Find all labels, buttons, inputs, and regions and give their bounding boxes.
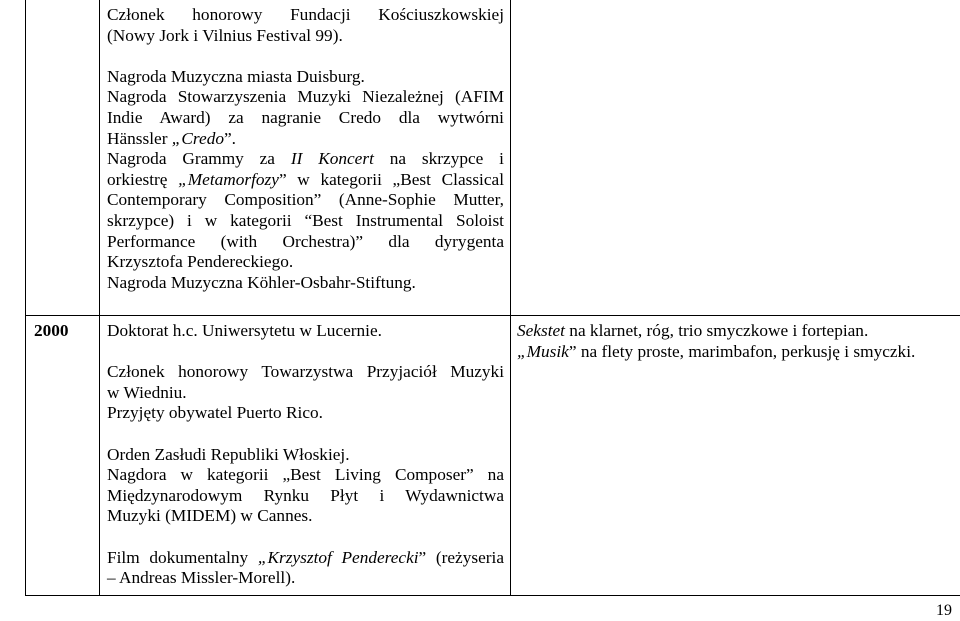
text-line: Doktorat h.c. Uniwersytetu w Lucernie. bbox=[107, 321, 382, 340]
text-line: Film dokumentalny „Krzysztof Penderecki” (reżyseria bbox=[107, 547, 504, 567]
row2-achievements-cell bbox=[107, 321, 504, 589]
text-line: Performance (with Orchestra)” dla dyrygenta bbox=[107, 231, 504, 251]
text-line: Nagroda Muzyczna Köhler-Osbahr-Stiftung. bbox=[107, 272, 416, 292]
text-line: Nagroda Stowarzyszenia Muzyki Niezależnej (AFIM bbox=[107, 87, 504, 107]
text-line: orkiestrę „Metamorfozy” w kategorii „Best Classical bbox=[107, 169, 505, 189]
text-line: (Nowy Jork i Vilnius Festival 99). bbox=[107, 25, 343, 45]
text-line: Członek honorowy Towarzystwa Przyjaciół Muzyki bbox=[107, 362, 504, 382]
text-line: „Musik” na flety proste, marimbafon, perkusję i smyczki. bbox=[517, 341, 916, 361]
page-number: 19 bbox=[936, 602, 952, 619]
year-label: 2000 bbox=[34, 321, 69, 340]
work-title: „Credo bbox=[171, 128, 224, 148]
text-line: Przyjęty obywatel Puerto Rico. bbox=[107, 403, 323, 423]
work-title: „Krzysztof Penderecki bbox=[257, 547, 419, 567]
row2-works-cell bbox=[517, 321, 957, 362]
column-divider bbox=[99, 0, 100, 595]
text-line: w Wiedniu. bbox=[107, 382, 187, 402]
text-line: Nagroda Grammy za II Koncert na skrzypce i bbox=[107, 149, 504, 169]
text-line: Sekstet na klarnet, róg, trio smyczkowe i fortepian. bbox=[517, 321, 869, 340]
work-title: „Musik bbox=[517, 341, 569, 361]
text-line: Hänssler „Credo”. bbox=[107, 128, 236, 148]
text-line: Nagroda Muzyczna miasta Duisburg. bbox=[107, 66, 365, 86]
row-divider bbox=[26, 315, 960, 316]
text-line: Contemporary Composition” (Anne-Sophie Mutter, bbox=[107, 190, 504, 210]
text-line: Międzynarodowym Rynku Płyt i Wydawnictwa bbox=[107, 485, 504, 505]
work-title: Sekstet bbox=[517, 321, 565, 340]
text-line: Krzysztofa Pendereckiego. bbox=[107, 252, 294, 272]
text-line: Muzyki (MIDEM) w Cannes. bbox=[107, 506, 313, 526]
text-line: – Andreas Missler-Morell). bbox=[107, 568, 296, 588]
column-divider bbox=[510, 0, 511, 595]
text-line: Indie Award) za nagranie Credo dla wytwórni bbox=[107, 107, 504, 127]
text-line: Członek honorowy Fundacji Kościuszkowskiej bbox=[107, 5, 504, 24]
text-line: skrzypce) i w kategorii “Best Instrumental Soloist bbox=[107, 210, 504, 230]
text-line: Orden Zasłudi Republiki Włoskiej. bbox=[107, 444, 350, 464]
text-line: Nagdora w kategorii „Best Living Composer” na bbox=[107, 465, 504, 485]
work-title: II Koncert bbox=[290, 149, 374, 169]
row1-achievements-cell bbox=[107, 5, 504, 293]
awards-table bbox=[25, 0, 960, 596]
work-title: „Metamorfozy bbox=[178, 169, 279, 189]
